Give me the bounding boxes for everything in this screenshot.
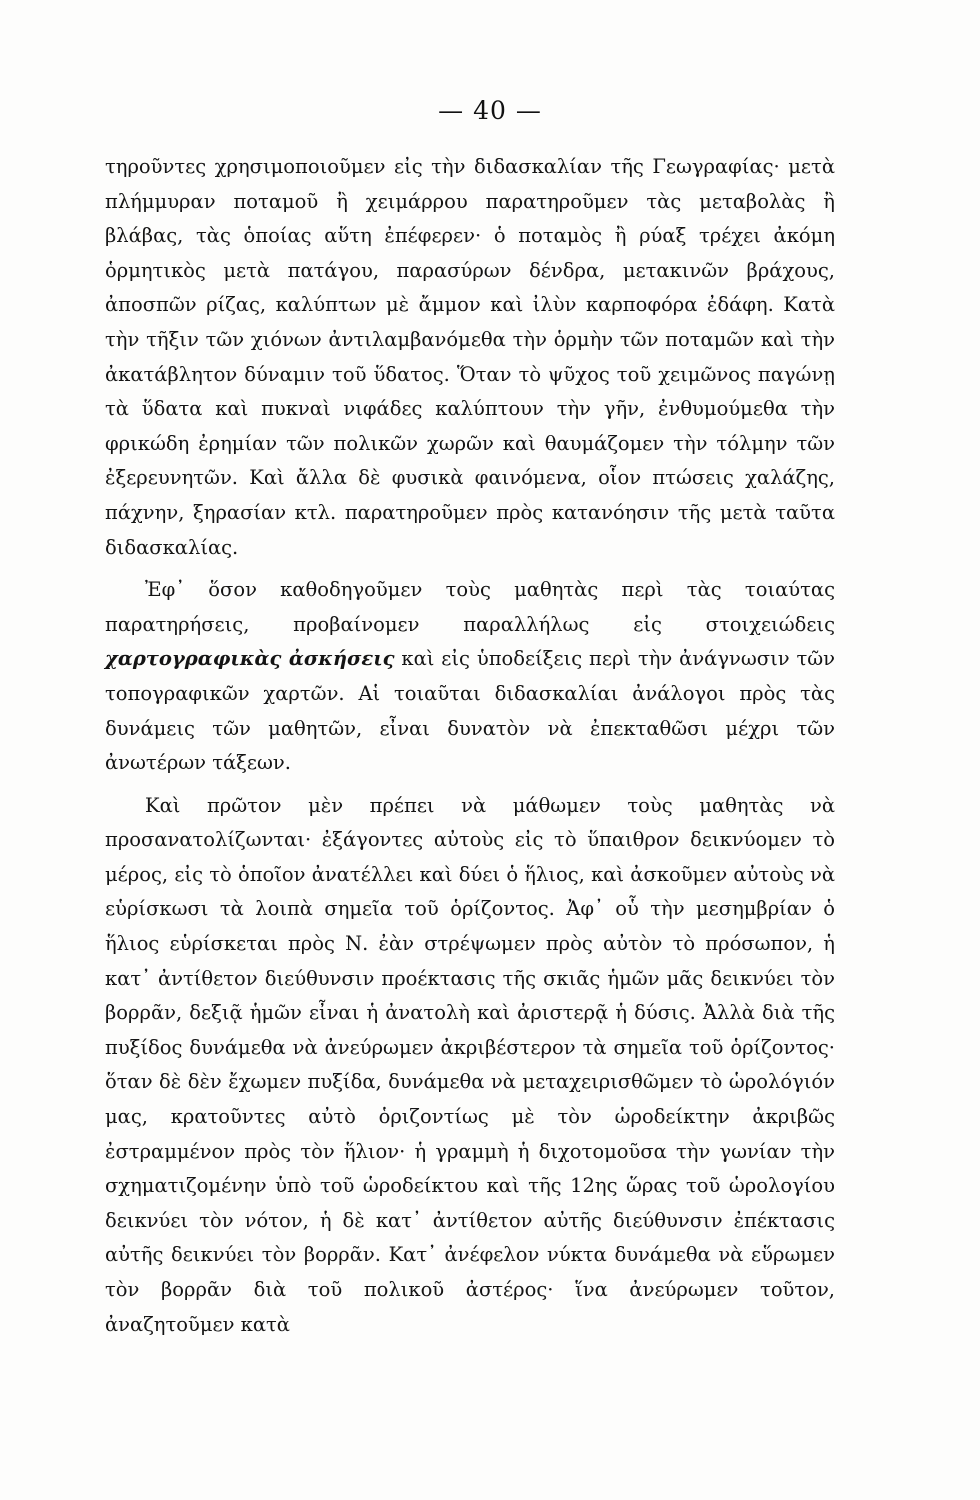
paragraph-text: Ἐφ᾽ ὅσον καθοδηγοῦμεν τοὺς μαθητὰς περὶ τὰς τοιαύτας παρατηρήσεις, προβαίνομεν παραλλήλως εἰς στοιχειώδεις [105, 578, 835, 636]
paragraph-text: καὶ εἰς ὑποδείξεις περὶ τὴν ἀνάγνωσιν τῶν τοπογραφικῶν χαρτῶν. Αἱ τοιαῦται διδασκαλίαι ἀνάλογοι πρὸς τὰς δυνάμεις τῶν μαθητῶν, εἶναι δυνατὸν νὰ ἐπεκταθῶσι μέχρι τῶν ἀνωτέρων τάξεων. [105, 647, 835, 775]
paragraph-text: τηροῦντες χρησιμοποιοῦμεν εἰς τὴν διδασκαλίαν τῆς Γεωγραφίας· μετὰ πλήμμυραν ποταμοῦ ἢ χειμάρρου παρατηροῦμεν τὰς μεταβολὰς ἢ βλάβας, τὰς ὁποίας αὕτη ἐπέφερεν· ὁ ποταμὸς ἢ ρύαξ τρέχει ἀκόμη ὁρμητικὸς μετὰ πατάγου, παρασύρων δένδρα, μετακινῶν βράχους, ἀποσπῶν ρίζας, καλύπτων μὲ ἄμμον καὶ ἰλὺν καρποφόρα ἐδάφη. Κατὰ τὴν τῆξιν τῶν χιόνων ἀντιλαμβανόμεθα τὴν ὁρμὴν τῶν ποταμῶν καὶ τὴν ἀκατάβλητον δύναμιν τοῦ ὕδατος. Ὅταν τὸ ψῦχος τοῦ χειμῶνος παγώνῃ τὰ ὕδατα καὶ πυκναὶ νιφάδες καλύπτουν τὴν γῆν, ἐνθυμούμεθα τὴν φρικώδη ἐρημίαν τῶν πολικῶν χωρῶν καὶ θαυμάζομεν τὴν τόλμην τῶν ἐξερευνητῶν. Καὶ ἄλλα δὲ φυσικὰ φαινόμενα, οἷον πτώσεις χαλάζης, πάχνην, ξηρασίαν κτλ. παρατηροῦμεν πρὸς κατανόησιν τῆς μετὰ ταῦτα διδασκαλίας. [105, 155, 835, 559]
paragraph-orientation [105, 789, 835, 1343]
emphasis-term: χαρτογραφικὰς ἀσκήσεις [105, 647, 395, 671]
page-body [105, 150, 835, 1342]
paragraph-cartography [105, 573, 835, 781]
page-number: — 40 — [438, 96, 542, 125]
paragraph-observations [105, 150, 835, 565]
paragraph-text: Καὶ πρῶτον μὲν πρέπει νὰ μάθωμεν τοὺς μαθητὰς νὰ προσανατολίζωνται· ἐξάγοντες αὐτοὺς εἰς τὸ ὕπαιθρον δεικνύομεν τὸ μέρος, εἰς τὸ ὁποῖον ἀνατέλλει καὶ δύει ὁ ἥλιος, καὶ ἀσκοῦμεν αὐτοὺς νὰ εὑρίσκωσι τὰ λοιπὰ σημεῖα τοῦ ὁρίζοντος. Ἀφ᾽ οὗ τὴν μεσημβρίαν ὁ ἥλιος εὑρίσκεται πρὸς Ν. ἐὰν στρέψωμεν πρὸς αὐτὸν τὸ πρόσωπον, ἡ κατ᾽ ἀντίθετον διεύθυνσιν προέκτασις τῆς σκιᾶς ἡμῶν μᾶς δεικνύει τὸν βορρᾶν, δεξιᾷ ἡμῶν εἶναι ἡ ἀνατολὴ καὶ ἀριστερᾷ ἡ δύσις. Ἀλλὰ διὰ τῆς πυξίδος δυνάμεθα νὰ ἀνεύρωμεν ἀκριβέστερον τὰ σημεῖα τοῦ ὁρίζοντος· ὅταν δὲ δὲν ἔχωμεν πυξίδα, δυνάμεθα νὰ μεταχειρισθῶμεν τὸ ὡρολόγιόν μας, κρατοῦντες αὐτὸ ὁριζοντίως μὲ τὸν ὡροδείκτην ἀκριβῶς ἐστραμμένον πρὸς τὸν ἥλιον· ἡ γραμμὴ ἡ διχοτομοῦσα τὴν γωνίαν τὴν σχηματιζομένην ὑπὸ τοῦ ὡροδείκτου καὶ τῆς 12ης ὥρας τοῦ ὡρολογίου δεικνύει τὸν νότον, ἡ δὲ κατ᾽ ἀντίθετον αὐτῆς διεύθυνσιν ἐπέκτασις αὐτῆς δεικνύει τὸν βορρᾶν. Κατ᾽ ἀνέφελον νύκτα δυνάμεθα νὰ εὕρωμεν τὸν βορρᾶν διὰ τοῦ πολικοῦ ἀστέρος· ἵνα ἀνεύρωμεν τοῦτον, ἀναζητοῦμεν κατὰ [105, 793, 835, 1336]
